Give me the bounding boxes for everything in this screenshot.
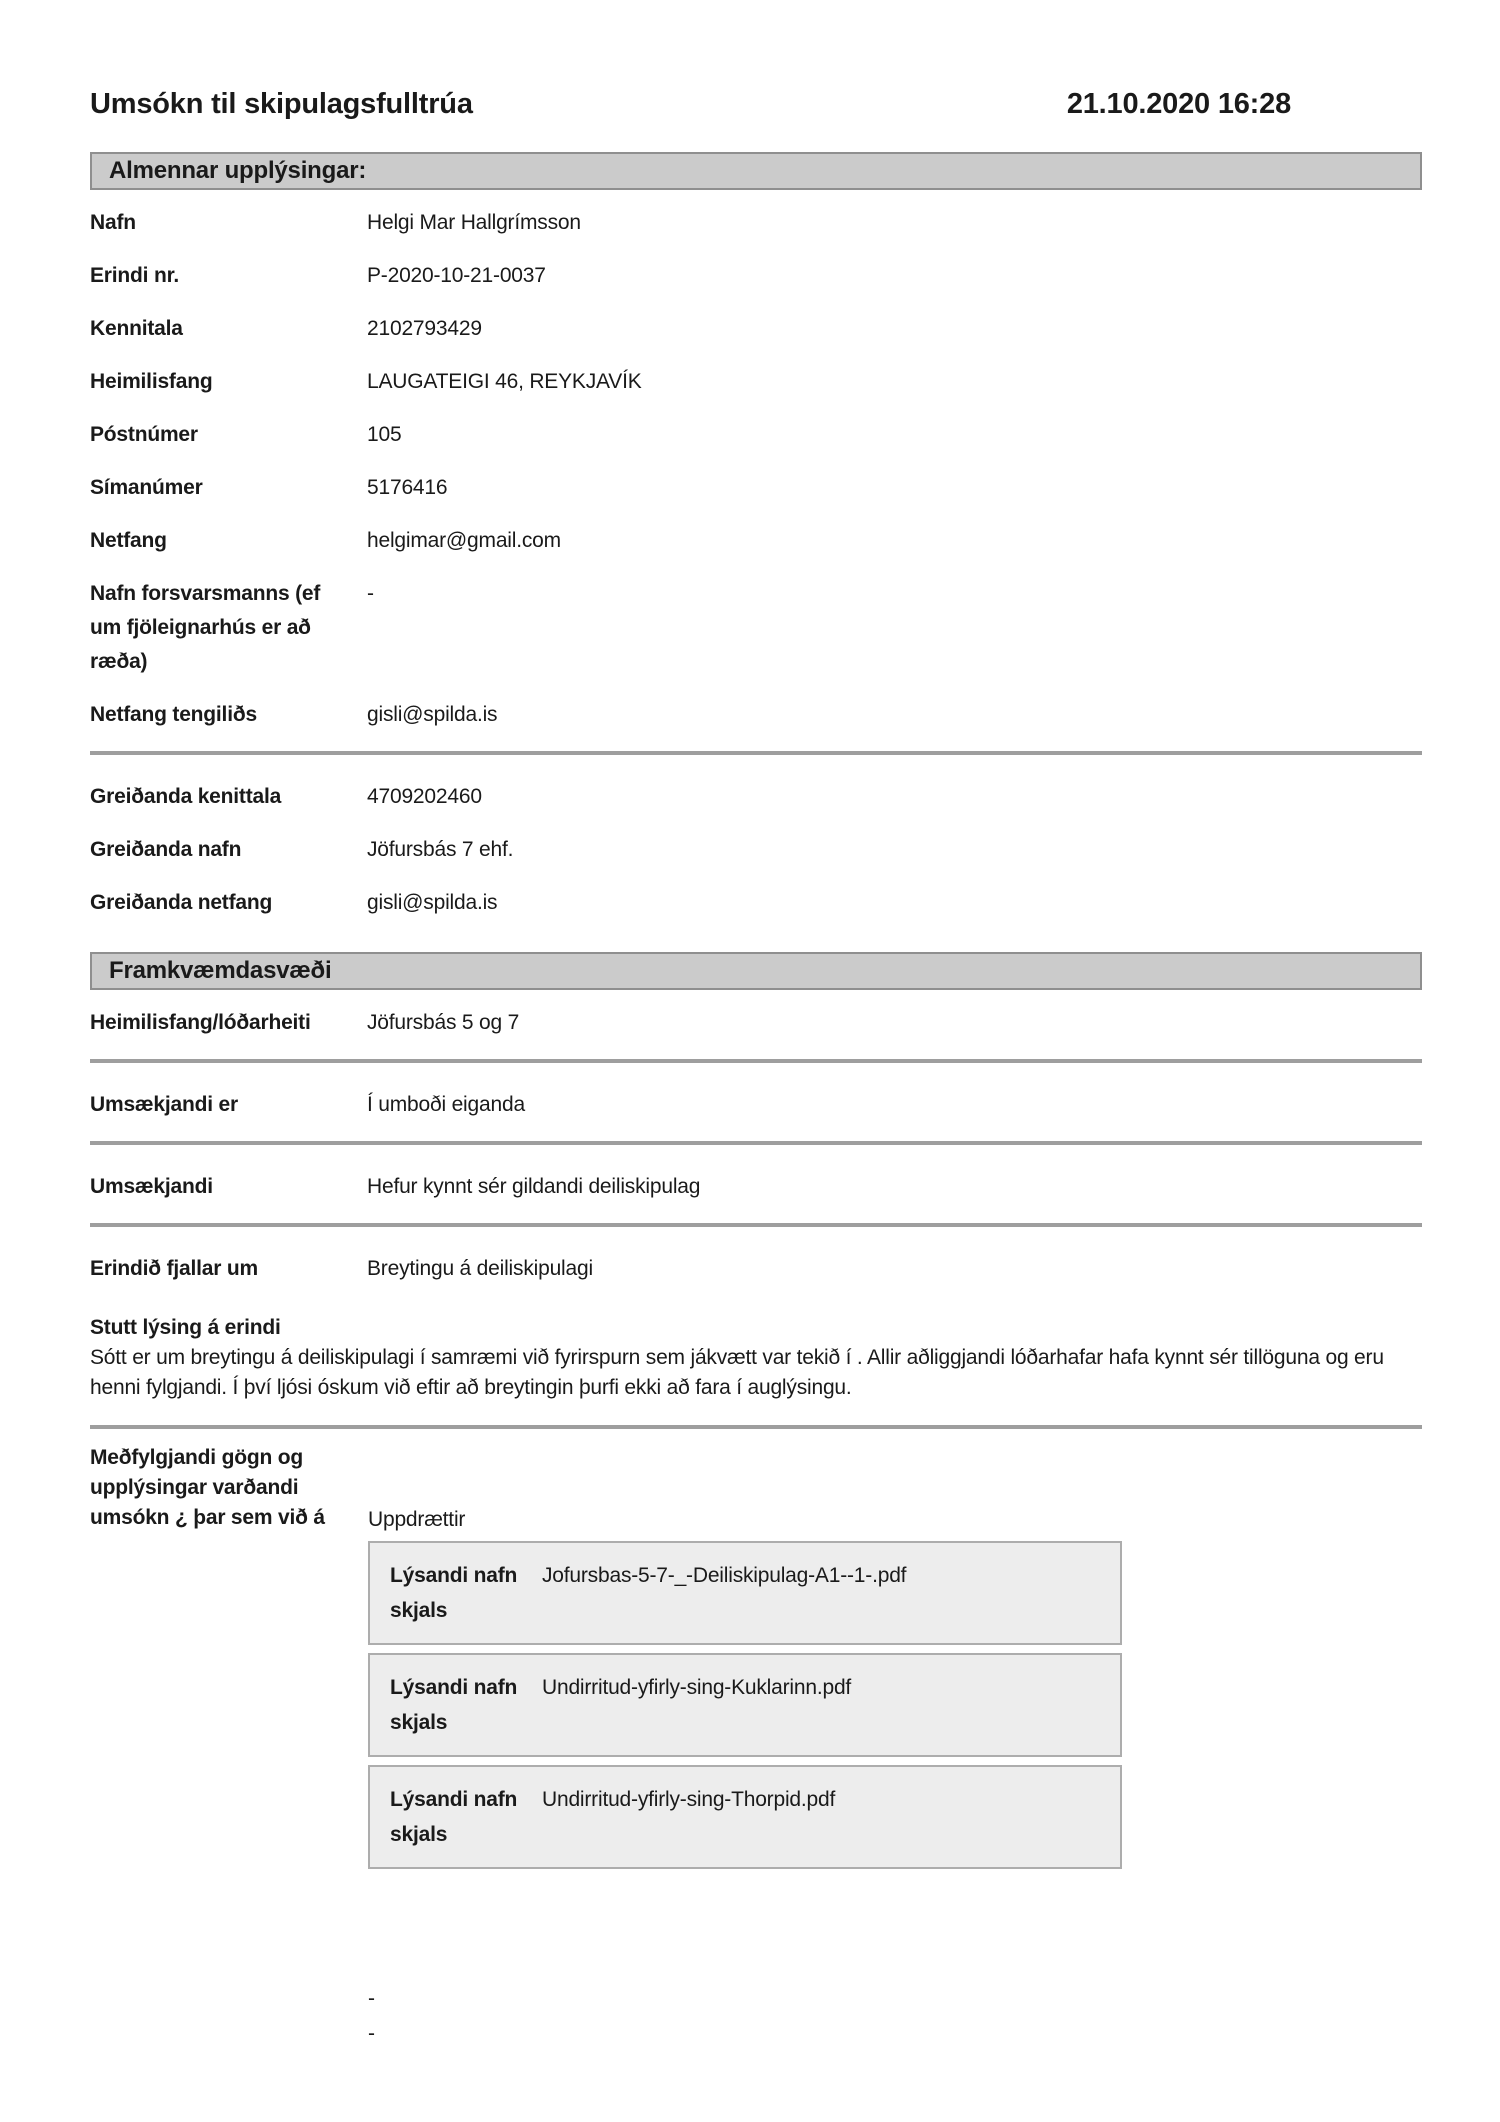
timestamp: 21.10.2020 16:28	[1066, 88, 1291, 120]
field-value: 105	[367, 423, 402, 446]
attachment-filename: Undirritud-yfirly-sing-Thorpid.pdf	[542, 1788, 836, 1811]
footer-dash: -	[368, 1987, 375, 2010]
attachment-card	[368, 1653, 1122, 1757]
field-label: Símanúmer	[90, 476, 203, 499]
field-label: Greiðanda kenittala	[90, 785, 282, 808]
field-label: Póstnúmer	[90, 423, 198, 446]
footer-dashes	[368, 1981, 1122, 2051]
field-value: Helgi Mar Hallgrímsson	[367, 211, 581, 234]
field-label: Netfang tengiliðs	[90, 703, 257, 726]
attachment-card	[368, 1541, 1122, 1645]
description-heading: Stutt lýsing á erindi	[90, 1316, 281, 1339]
section-divider	[90, 1425, 1422, 1429]
attachment-filename: Jofursbas-5-7-_-Deiliskipulag-A1--1-.pdf	[542, 1564, 907, 1587]
field-row-umsaekjandi-er	[90, 1088, 1422, 1122]
field-value: P-2020-10-21-0037	[367, 264, 546, 287]
field-value: Jöfursbás 7 ehf.	[367, 838, 514, 861]
field-value: Jöfursbás 5 og 7	[367, 1011, 520, 1034]
field-row-heimilisfang	[90, 365, 1422, 399]
field-value: Breytingu á deiliskipulagi	[367, 1257, 593, 1280]
field-label: Netfang	[90, 529, 167, 552]
field-value: gisli@spilda.is	[367, 891, 498, 914]
field-label: Greiðanda netfang	[90, 891, 273, 914]
field-row-greidanda-nafn	[90, 833, 1422, 867]
attachment-name-label: Lýsandi nafn skjals	[390, 1564, 518, 1622]
field-label: Nafn forsvarsmanns (ef um fjöleignarhús er að ræða)	[90, 582, 321, 673]
field-value: Hefur kynnt sér gildandi deiliskipulag	[367, 1175, 701, 1198]
page-title: Umsókn til skipulagsfulltrúa	[90, 88, 473, 120]
field-row-greidanda-netfang	[90, 886, 1422, 920]
section-divider	[90, 1141, 1422, 1145]
description-block	[90, 1313, 1422, 1403]
field-row-nafn	[90, 206, 1422, 240]
field-value: 5176416	[367, 476, 448, 499]
section-divider	[90, 1059, 1422, 1063]
field-label: Erindið fjallar um	[90, 1257, 258, 1280]
field-label: Erindi nr.	[90, 264, 180, 287]
field-row-simanumer	[90, 471, 1422, 505]
footer-dash: -	[368, 2022, 375, 2045]
field-row-kennitala	[90, 312, 1422, 346]
section-header-project: Framkvæmdasvæði	[90, 952, 1422, 990]
field-row-netfang	[90, 524, 1422, 558]
field-label: Greiðanda nafn	[90, 838, 242, 861]
field-row-nafn-forsvarsmanns	[90, 577, 1422, 679]
field-row-lodarheiti	[90, 1006, 1422, 1040]
field-value: Í umboði eiganda	[367, 1093, 525, 1116]
field-row-netfang-tengilids	[90, 698, 1422, 732]
field-row-erindi-nr	[90, 259, 1422, 293]
field-row-erindid-fjallar-um	[90, 1252, 1422, 1286]
attachment-card	[368, 1765, 1122, 1869]
field-label: Umsækjandi	[90, 1175, 213, 1198]
attachments-body	[368, 1443, 1122, 2051]
section-divider	[90, 1223, 1422, 1227]
field-value: gisli@spilda.is	[367, 703, 498, 726]
description-text: Sótt er um breytingu á deiliskipulagi í samræmi við fyrirspurn sem jákvætt var tekið í . Allir aðliggjandi lóðarhafar hafa kynnt sér tillöguna og eru henni fylgjandi. Í því ljósi óskum við eftir að breytingin þurfi ekki að fara í auglýsingu.	[90, 1346, 1384, 1399]
attachment-name-label: Lýsandi nafn skjals	[390, 1788, 518, 1846]
field-value: 4709202460	[367, 785, 482, 808]
document-header	[90, 86, 1422, 124]
attachments-block	[90, 1443, 1422, 2051]
field-label: Heimilisfang	[90, 370, 213, 393]
attachment-name-label: Lýsandi nafn skjals	[390, 1676, 518, 1734]
section-header-general: Almennar upplýsingar:	[90, 152, 1422, 190]
field-label: Heimilisfang/lóðarheiti	[90, 1011, 311, 1034]
field-label: Kennitala	[90, 317, 183, 340]
field-row-postnumer	[90, 418, 1422, 452]
field-value: helgimar@gmail.com	[367, 529, 561, 552]
attachment-filename: Undirritud-yfirly-sing-Kuklarinn.pdf	[542, 1676, 852, 1699]
field-value: 2102793429	[367, 317, 482, 340]
field-row-greidanda-kenittala	[90, 780, 1422, 814]
field-value: -	[367, 582, 374, 605]
attachments-label: Meðfylgjandi gögn og upplýsingar varðandi umsókn ¿ þar sem við á	[90, 1446, 325, 1529]
field-row-umsaekjandi	[90, 1170, 1422, 1204]
field-label: Nafn	[90, 211, 136, 234]
field-value: LAUGATEIGI 46, REYKJAVÍK	[367, 370, 642, 393]
section-divider	[90, 751, 1422, 755]
attachments-group-label: Uppdrættir	[368, 1508, 466, 1531]
field-label: Umsækjandi er	[90, 1093, 238, 1116]
